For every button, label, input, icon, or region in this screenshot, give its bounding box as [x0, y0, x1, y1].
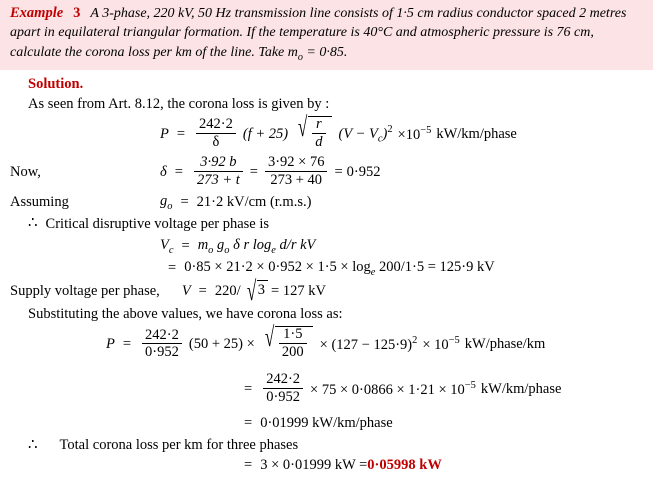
eq6-units: kW/phase/km	[464, 336, 546, 353]
equation-delta	[10, 155, 643, 189]
eq2-f2-num: 3·92 × 76	[267, 154, 325, 171]
assuming-label: Assuming	[10, 193, 69, 210]
eq6-frac-den: 0·952	[142, 343, 182, 361]
equation-final-p-result	[10, 415, 643, 432]
eq6-sqrt-den: 200	[279, 343, 307, 361]
eq5-expression: $0\cdot 85 \times 21\cdot 2 \times 0\cdot 952 \times 1\cdot 5 \times \log_e 200/1\cdot 5 = 125\cdot 9$ kV	[184, 258, 495, 278]
solution-body	[0, 70, 653, 474]
eq6-fraction	[142, 327, 182, 361]
eq2-f1-num: 3·92 b	[200, 154, 237, 171]
eq2-result: 0·952	[346, 163, 381, 180]
eq1-multiplier: $\times 10^{-5}$	[397, 125, 432, 143]
eq1-frac-den: δ	[196, 133, 236, 151]
now-label: Now,	[10, 163, 41, 180]
equation-corona-loss-formula	[10, 110, 643, 152]
eq3-lhs: $g_o$	[160, 192, 173, 212]
problem-tail: = 0·85.	[302, 44, 348, 60]
eq8-value: 0·01999 kW/km/phase	[260, 414, 393, 431]
final-answer: 0·05998 kW	[367, 457, 442, 474]
eq7-fraction	[263, 371, 303, 405]
eq6-equals: =	[122, 336, 132, 353]
supply-voltage-label: Supply voltage per phase,	[10, 282, 160, 299]
supply-voltage-line	[10, 274, 643, 306]
eq5-equals: =	[168, 259, 177, 276]
eq1-term1: (f + 25)	[242, 126, 289, 143]
eq6-sqrt-num: 1·5	[283, 326, 303, 343]
eq8-equals: =	[244, 414, 253, 431]
supply-equals: =	[198, 282, 207, 299]
supply-value: 220/	[214, 282, 241, 299]
example-label: Example	[10, 5, 64, 21]
total-loss-line	[28, 436, 643, 456]
eq9-equals: =	[244, 457, 253, 474]
eq1-units: kW/km/phase	[436, 126, 517, 143]
eq2-equals: =	[174, 163, 183, 180]
problem-subscript: o	[297, 51, 303, 63]
eq1-frac-num: 242·2	[199, 116, 233, 133]
eq1-term2: $(V - V_c)^2$	[338, 124, 393, 145]
eq3-value: 21·2 kV/cm (r.m.s.)	[196, 193, 312, 210]
eq2-fraction-1	[194, 154, 243, 188]
radical-icon: √	[246, 274, 256, 306]
eq2-fraction-2	[265, 154, 328, 188]
eq6-term2: × $(127 - 125\cdot 9)^2$	[319, 335, 418, 354]
solution-heading: Solution.	[28, 76, 84, 93]
eq1-sqrt-den: d	[312, 133, 325, 151]
eq7-frac-den: 0·952	[263, 388, 303, 406]
supply-result: = 127 kV	[271, 282, 326, 299]
eq7-frac-num: 242·2	[266, 371, 301, 388]
eq2-equals-3: =	[334, 163, 343, 180]
eq2-equals-2: =	[249, 163, 258, 180]
supply-sqrt	[244, 274, 268, 306]
equation-final-p-step2	[10, 372, 643, 406]
supply-sqrt-inner: 3	[257, 280, 268, 301]
example-banner	[0, 0, 653, 70]
eq9-value: 3 × 0·01999 kW =	[260, 457, 368, 474]
equation-total-result	[10, 457, 643, 474]
supply-lhs: V	[181, 282, 191, 299]
critical-voltage-line	[28, 214, 643, 234]
eq6-lhs: P	[106, 336, 115, 353]
radical-icon: √	[264, 321, 275, 353]
therefore-icon: ∴	[28, 215, 38, 232]
eq4-equals: =	[181, 237, 190, 254]
critical-voltage-text: Critical disruptive voltage per phase is	[45, 215, 270, 232]
equation-vc-numeric	[10, 259, 643, 278]
eq6-multiplier: × $10^{-5}$	[422, 335, 460, 354]
eq1-fraction	[196, 116, 236, 150]
eq2-f2-den: 273 + 40	[265, 171, 328, 189]
total-loss-text: Total corona loss per km for three phases	[59, 437, 299, 454]
eq6-sqrt-fraction	[279, 326, 307, 360]
eq6-term1: (50 + 25) ×	[188, 336, 255, 353]
eq7-equals: =	[244, 381, 253, 398]
eq1-lhs: P	[160, 126, 169, 143]
therefore-icon: ∴	[28, 436, 38, 453]
substituting-line: Substituting the above values, we have corona loss as:	[28, 306, 343, 323]
eq4-expression: $m_o$ $g_o$ δ r $\log_e d/r$ kV	[197, 236, 316, 256]
eq1-sqrt	[295, 110, 331, 151]
eq1-equals: =	[176, 126, 186, 143]
solution-intro: As seen from Art. 8.12, the corona loss is given by :	[28, 96, 330, 113]
eq2-f1-den: 273 + t	[194, 171, 243, 189]
eq7-units: kW/km/phase	[480, 381, 562, 398]
eq1-sqrt-num: r	[316, 115, 322, 132]
eq1-sqrt-fraction	[312, 116, 325, 150]
eq3-equals: =	[180, 193, 189, 210]
eq4-lhs: $V_c$	[160, 236, 174, 256]
problem-statement: A 3-phase, 220 kV, 50 Hz transmission line consists of 1·5 cm radius conductor spaced 2 metres apart in equilateral triangular formation. If the temperature is 40°C and atmospheric pressure is 76 cm, calculate the corona loss per km of the line. Take $m_o = 0\cdot 85$.	[10, 6, 627, 63]
eq6-sqrt	[262, 321, 313, 361]
radical-icon: √	[297, 110, 308, 142]
eq2-lhs: δ	[160, 163, 167, 180]
equation-go-assumption	[10, 193, 643, 212]
eq6-frac-num: 242·2	[145, 326, 179, 343]
eq7-term: × $75 \times 0\cdot 0866 \times 1\cdot 21 \times 10^{-5}$	[310, 380, 476, 398]
equation-vc	[10, 237, 643, 256]
example-number: 3	[73, 5, 81, 21]
equation-final-p	[10, 321, 643, 362]
